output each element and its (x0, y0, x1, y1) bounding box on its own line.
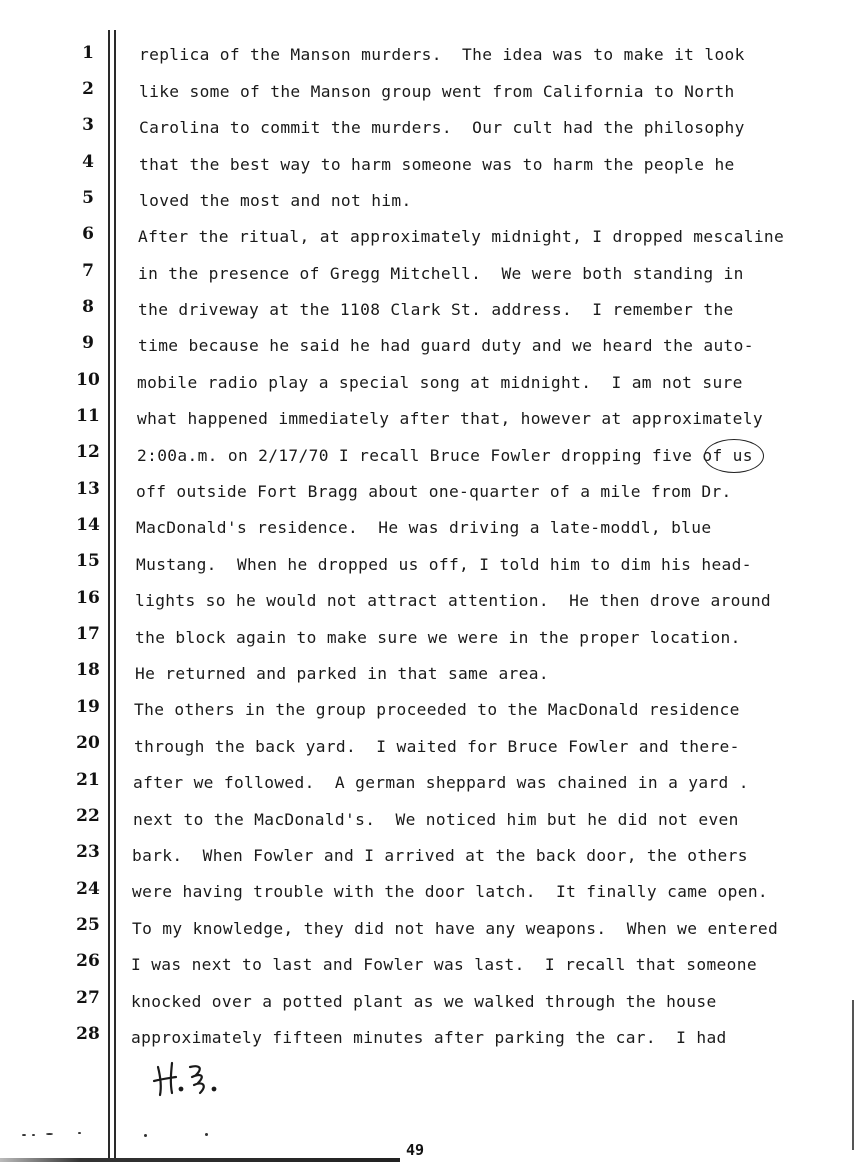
text-line: the driveway at the 1108 Clark St. address. I remember the (138, 300, 734, 319)
line-number: 16 (76, 588, 100, 608)
text-line: through the back yard. I waited for Bruce Fowler and there- (134, 737, 740, 756)
text-line: lights so he would not attract attention. He then drove around (135, 591, 772, 610)
line-number: 27 (76, 988, 100, 1008)
text-line: the block again to make sure we were in the proper location. (135, 628, 741, 647)
text-line: like some of the Manson group went from California to North (139, 82, 735, 101)
line-number: 22 (76, 806, 100, 826)
scan-speck (205, 1133, 208, 1136)
line-number: 20 (76, 733, 100, 753)
line-number: 4 (82, 152, 94, 172)
line-number: 28 (76, 1024, 100, 1044)
line-number: 10 (76, 370, 100, 390)
text-line: approximately fifteen minutes after parking the car. I had (131, 1028, 727, 1047)
line-number: 23 (76, 842, 100, 862)
text-line: Carolina to commit the murders. Our cult had the philosophy (139, 118, 745, 137)
scan-speck (32, 1134, 35, 1136)
page-number: 49 (405, 1141, 425, 1159)
line-number: 8 (82, 297, 94, 317)
scan-speck (144, 1134, 147, 1137)
line-number: 2 (82, 79, 94, 99)
handwritten-initials (150, 1057, 230, 1099)
text-line: After the ritual, at approximately midnight, I dropped mescaline (138, 227, 785, 246)
scan-speck (46, 1133, 53, 1135)
line-number: 3 (82, 115, 94, 135)
text-line: I was next to last and Fowler was last. I recall that someone (131, 955, 757, 974)
text-line: The others in the group proceeded to the MacDonald residence (134, 700, 740, 719)
line-number: 12 (76, 442, 100, 462)
line-number: 14 (76, 515, 100, 535)
line-number: 24 (76, 879, 100, 899)
line-number: 21 (76, 770, 100, 790)
line-number: 18 (76, 660, 100, 680)
scan-speck (22, 1134, 26, 1136)
text-line: Mustang. When he dropped us off, I told him to dim his head- (136, 555, 752, 574)
line-number: 13 (76, 479, 100, 499)
line-number: 17 (76, 624, 100, 644)
text-line: He returned and parked in that same area. (135, 664, 549, 683)
bottom-rule (0, 1158, 400, 1162)
text-line: MacDonald's residence. He was driving a late-moddl, blue (136, 518, 712, 537)
text-line: were having trouble with the door latch. It finally came open. (132, 882, 769, 901)
text-line: knocked over a potted plant as we walked through the house (131, 992, 717, 1011)
margin-rule-left-1 (108, 30, 110, 1160)
line-number: 25 (76, 915, 100, 935)
text-line: bark. When Fowler and I arrived at the back door, the others (132, 846, 748, 865)
line-number: 1 (82, 43, 94, 63)
text-line: what happened immediately after that, however at approximately (137, 409, 763, 428)
text-line: time because he said he had guard duty and we heard the auto- (138, 336, 754, 355)
margin-rule-right (852, 1000, 854, 1150)
line-number: 15 (76, 551, 100, 571)
text-line: 2:00a.m. on 2/17/70 I recall Bruce Fowler dropping five of us (137, 446, 753, 465)
text-line: after we followed. A german sheppard was chained in a yard . (133, 773, 749, 792)
text-line: mobile radio play a special song at midnight. I am not sure (137, 373, 743, 392)
text-line: To my knowledge, they did not have any weapons. When we entered (132, 919, 779, 938)
line-number: 26 (76, 951, 100, 971)
line-number: 7 (82, 261, 94, 281)
line-number: 6 (82, 224, 94, 244)
scan-speck (78, 1132, 81, 1134)
text-line: in the presence of Gregg Mitchell. We were both standing in (138, 264, 744, 283)
text-line: off outside Fort Bragg about one-quarter of a mile from Dr. (136, 482, 732, 501)
line-number: 11 (76, 406, 100, 426)
text-line: loved the most and not him. (139, 191, 412, 210)
text-line: that the best way to harm someone was to harm the people he (139, 155, 735, 174)
line-number: 9 (82, 333, 94, 353)
line-number: 5 (82, 188, 94, 208)
text-line: next to the MacDonald's. We noticed him but he did not even (133, 810, 739, 829)
text-line: replica of the Manson murders. The idea was to make it look (139, 45, 745, 64)
line-number: 19 (76, 697, 100, 717)
circled-word-annotation (704, 439, 764, 473)
margin-rule-left-2 (114, 30, 116, 1160)
